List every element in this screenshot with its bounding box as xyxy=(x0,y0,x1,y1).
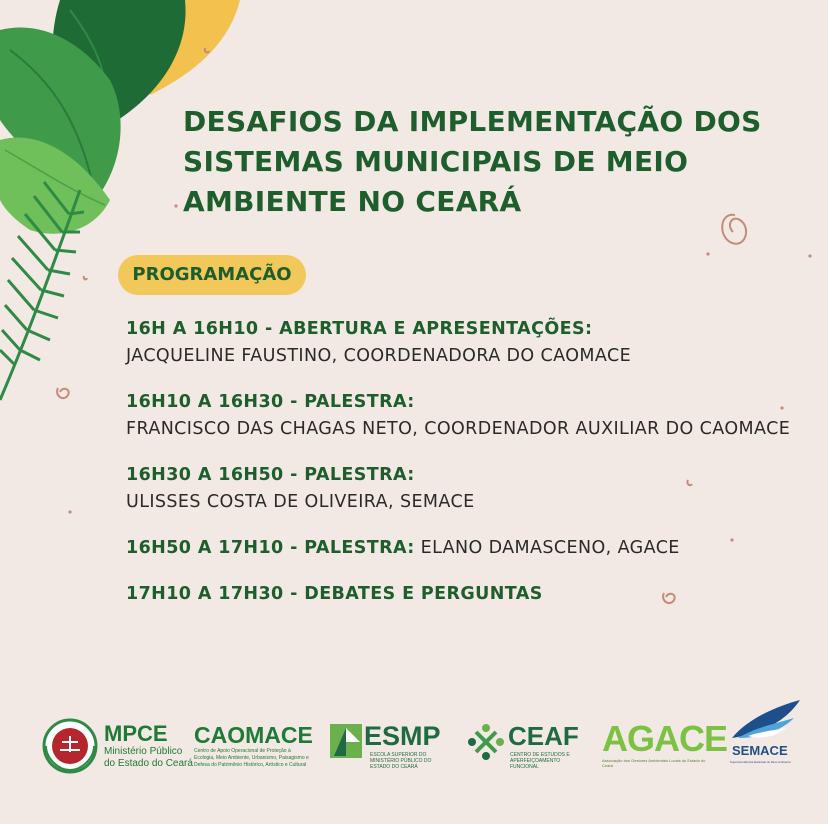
caomace-logo-sub: Centro de Apoio Operacional de Proteção à Ecologia, Meio Ambiente, Urbanismo, Paisagismo e Defesa do Patrimônio Histórico, Artístico e Cultural xyxy=(194,748,309,768)
mpce-logo-sub: Ministério Público xyxy=(104,746,183,757)
caomace-logo xyxy=(194,722,313,769)
program-item xyxy=(126,316,816,370)
event-title xyxy=(183,102,783,222)
program-time: 16H10 A 16H30 - PALESTRA: xyxy=(126,392,415,412)
mpce-logo xyxy=(104,722,193,770)
program-item xyxy=(126,389,816,443)
program-speaker: ELANO DAMASCENO, AGACE xyxy=(420,538,680,558)
program-item xyxy=(126,462,816,516)
program-item xyxy=(126,581,816,608)
program-speaker: FRANCISCO DAS CHAGAS NETO, COORDENADOR AUXILIAR DO CAOMACE xyxy=(126,419,791,439)
program-time: 16H30 A 16H50 - PALESTRA: xyxy=(126,465,415,485)
title-line: AMBIENTE NO CEARÁ xyxy=(183,185,522,218)
ceaf-logo-sub: CENTRO DE ESTUDOS E APERFEIÇOAMENTO FUNCIONAL xyxy=(510,752,570,770)
program-speaker: JACQUELINE FAUSTINO, COORDENADORA DO CAOMACE xyxy=(126,346,632,366)
semace-wave-icon xyxy=(728,698,802,744)
caomace-logo-name: CAOMACE xyxy=(194,722,313,748)
esmp-logo-sub: ESCOLA SUPERIOR DO MINISTÉRIO PÚBLICO DO ESTADO DO CEARÁ xyxy=(370,752,432,770)
program-list xyxy=(126,316,816,627)
agace-logo-sub: Associação dos Gestores Ambientais Locais do Estado do Ceará xyxy=(602,758,706,768)
agace-logo-name: AGACE xyxy=(602,718,728,759)
mpce-seal-icon xyxy=(40,718,100,774)
title-line: DESAFIOS DA IMPLEMENTAÇÃO DOS xyxy=(183,105,762,138)
semace-logo-sub: Superintendência Estadual do Meio Ambiente xyxy=(730,760,791,764)
program-time: 16H50 A 17H10 - PALESTRA: xyxy=(126,538,415,558)
esmp-logo-name: ESMP xyxy=(364,721,441,751)
program-time: 17H10 A 17H30 - DEBATES E PERGUNTAS xyxy=(126,584,543,604)
semace-logo-name: SEMACE xyxy=(732,743,788,758)
program-speaker: ULISSES COSTA DE OLIVEIRA, SEMACE xyxy=(126,492,475,512)
ceaf-logo-name: CEAF xyxy=(508,721,579,751)
ceaf-emblem-icon xyxy=(466,722,506,762)
program-time: 16H A 16H10 - ABERTURA E APRESENTAÇÕES: xyxy=(126,319,593,339)
mpce-logo-sub: do Estado do Ceará xyxy=(104,758,193,769)
program-item xyxy=(126,535,816,562)
esmp-emblem-icon xyxy=(330,722,364,760)
agace-logo xyxy=(602,720,727,768)
mpce-logo-name: MPCE xyxy=(104,721,168,746)
title-line: SISTEMAS MUNICIPAIS DE MEIO xyxy=(183,145,689,178)
program-badge: PROGRAMAÇÃO xyxy=(118,255,306,295)
